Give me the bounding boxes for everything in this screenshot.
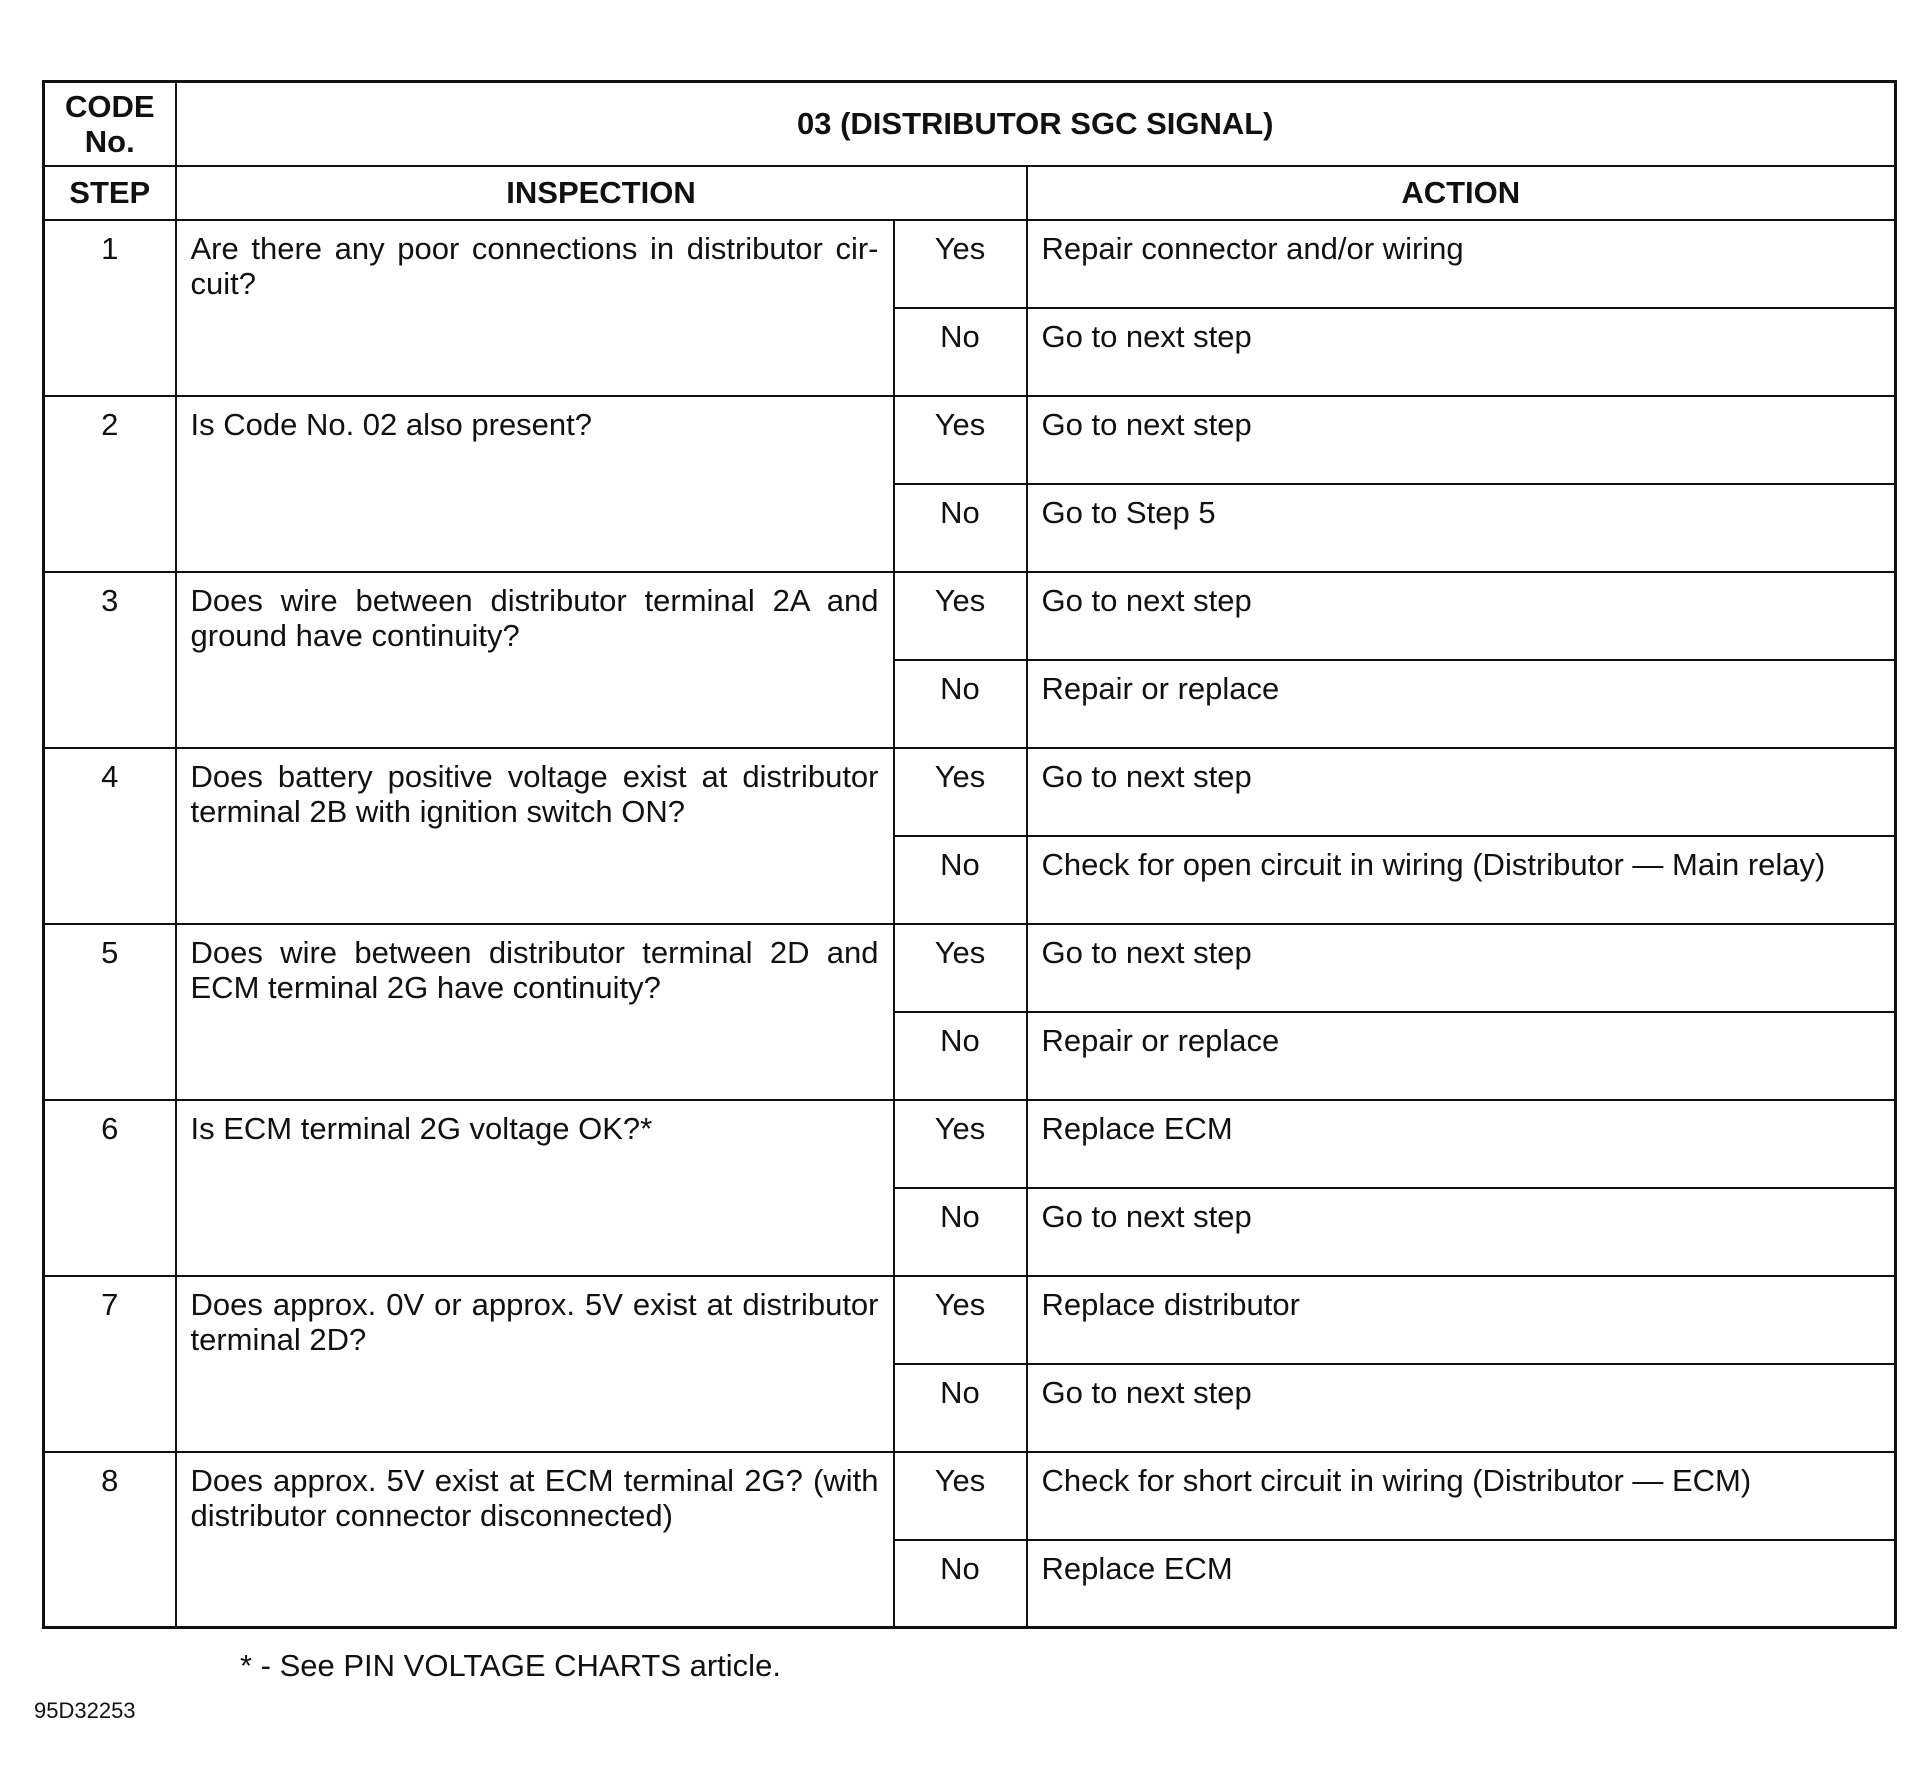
step-number: 2	[44, 396, 176, 572]
step-row-yes	[44, 748, 1896, 836]
no-action: Replace ECM	[1027, 1540, 1896, 1628]
inspection-question: Does battery positive voltage exist at distributor terminal 2B with ignition switch ON?	[176, 748, 894, 924]
inspection-question: Does approx. 0V or approx. 5V exist at distributor terminal 2D?	[176, 1276, 894, 1452]
step-number: 3	[44, 572, 176, 748]
inspection-question: Is ECM terminal 2G voltage OK?*	[176, 1100, 894, 1276]
no-label: No	[894, 660, 1027, 748]
no-label: No	[894, 836, 1027, 924]
yes-label: Yes	[894, 396, 1027, 484]
code-label: CODE No.	[44, 82, 176, 166]
yes-action: Replace ECM	[1027, 1100, 1896, 1188]
inspection-question: Does approx. 5V exist at ECM terminal 2G? (with distributor connector disconnected)	[176, 1452, 894, 1628]
yes-action: Go to next step	[1027, 924, 1896, 1012]
step-row-yes	[44, 924, 1896, 1012]
no-label: No	[894, 484, 1027, 572]
step-number: 1	[44, 220, 176, 396]
step-number: 5	[44, 924, 176, 1100]
yes-action: Go to next step	[1027, 748, 1896, 836]
no-label: No	[894, 308, 1027, 396]
inspection-column-header: INSPECTION	[176, 166, 1027, 220]
step-row-yes	[44, 572, 1896, 660]
step-row-yes	[44, 396, 1896, 484]
step-number: 7	[44, 1276, 176, 1452]
footnote: * - See PIN VOLTAGE CHARTS article.	[240, 1648, 781, 1683]
no-action: Go to next step	[1027, 1364, 1896, 1452]
no-action: Go to next step	[1027, 308, 1896, 396]
yes-label: Yes	[894, 1100, 1027, 1188]
yes-action: Repair connector and/or wiring	[1027, 220, 1896, 308]
step-row-yes	[44, 1452, 1896, 1540]
action-column-header: ACTION	[1027, 166, 1896, 220]
yes-label: Yes	[894, 1452, 1027, 1540]
header-row-columns	[44, 166, 1896, 220]
yes-action: Check for short circuit in wiring (Distributor — ECM)	[1027, 1452, 1896, 1540]
code-title: 03 (DISTRIBUTOR SGC SIGNAL)	[176, 82, 1896, 166]
yes-label: Yes	[894, 924, 1027, 1012]
header-row-code	[44, 82, 1896, 166]
yes-action: Replace distributor	[1027, 1276, 1896, 1364]
no-action: Check for open circuit in wiring (Distributor — Main relay)	[1027, 836, 1896, 924]
step-row-yes	[44, 1100, 1896, 1188]
no-label: No	[894, 1188, 1027, 1276]
no-label: No	[894, 1012, 1027, 1100]
yes-label: Yes	[894, 572, 1027, 660]
inspection-question: Is Code No. 02 also present?	[176, 396, 894, 572]
no-label: No	[894, 1540, 1027, 1628]
yes-action: Go to next step	[1027, 572, 1896, 660]
step-number: 6	[44, 1100, 176, 1276]
step-row-yes	[44, 1276, 1896, 1364]
inspection-question: Does wire between distributor terminal 2A and ground have continuity?	[176, 572, 894, 748]
step-column-header: STEP	[44, 166, 176, 220]
figure-id: 95D32253	[34, 1698, 136, 1723]
no-label: No	[894, 1364, 1027, 1452]
no-action: Go to Step 5	[1027, 484, 1896, 572]
yes-label: Yes	[894, 1276, 1027, 1364]
no-action: Go to next step	[1027, 1188, 1896, 1276]
step-row-yes	[44, 220, 1896, 308]
step-number: 8	[44, 1452, 176, 1628]
diagnostic-table	[42, 80, 1897, 1629]
yes-label: Yes	[894, 748, 1027, 836]
no-action: Repair or replace	[1027, 660, 1896, 748]
inspection-question: Are there any poor connections in distributor cir-cuit?	[176, 220, 894, 396]
yes-label: Yes	[894, 220, 1027, 308]
no-action: Repair or replace	[1027, 1012, 1896, 1100]
step-number: 4	[44, 748, 176, 924]
inspection-question: Does wire between distributor terminal 2D and ECM terminal 2G have continuity?	[176, 924, 894, 1100]
yes-action: Go to next step	[1027, 396, 1896, 484]
